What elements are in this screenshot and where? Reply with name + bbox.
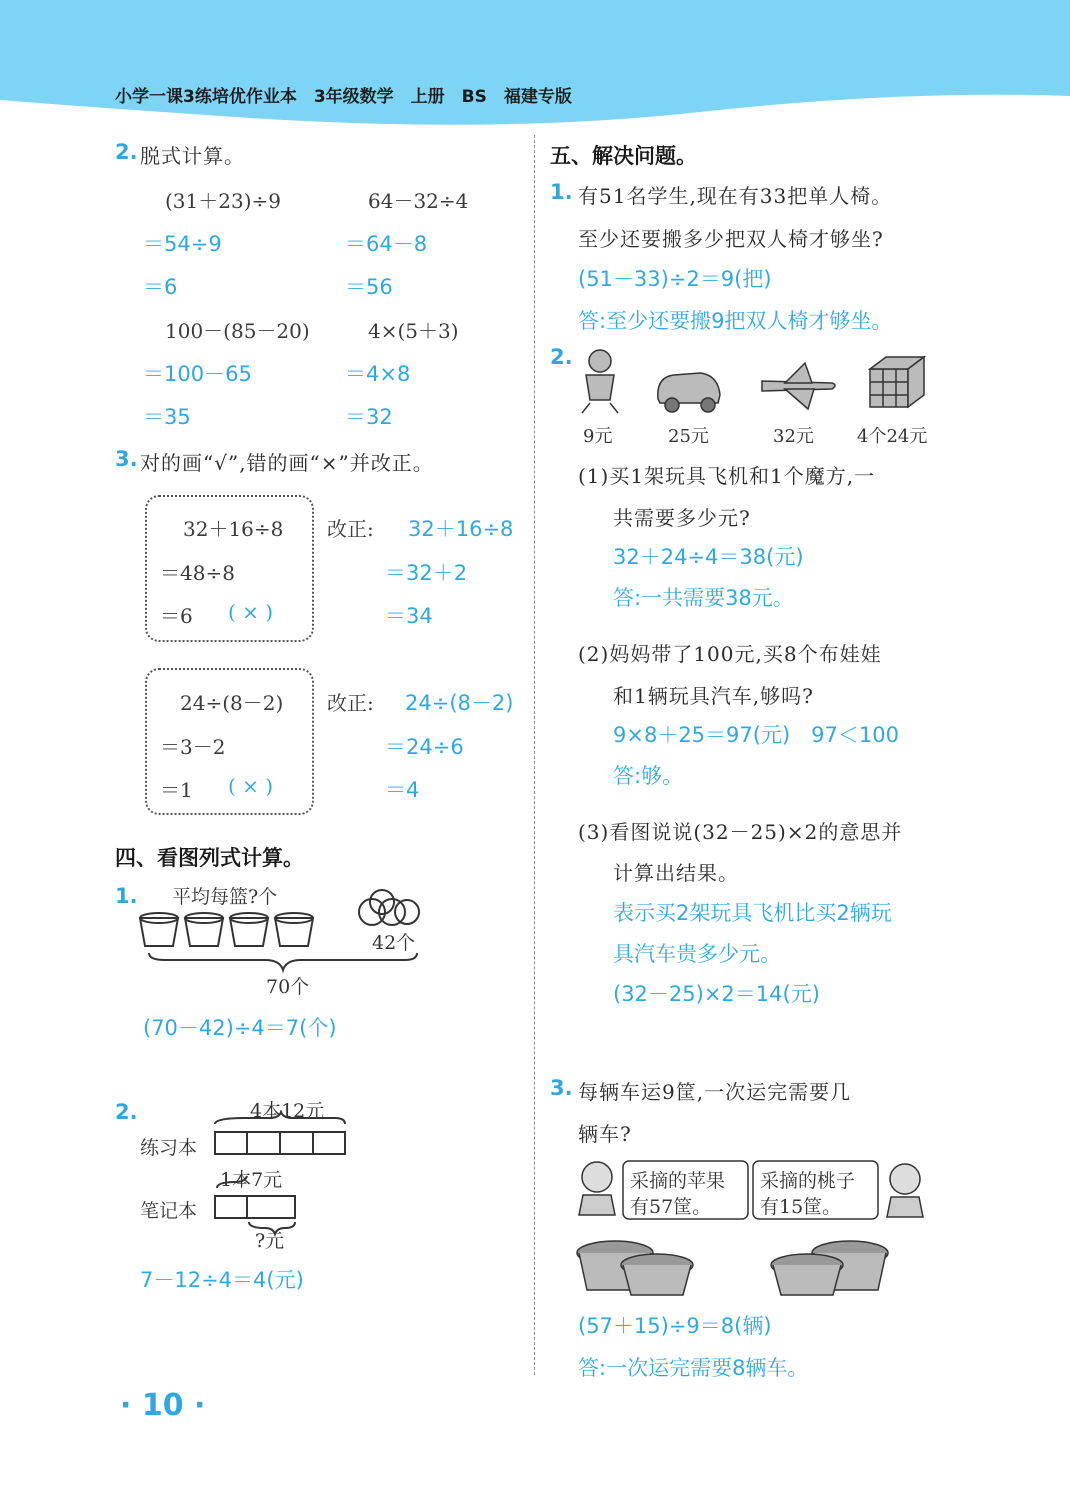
row-label: 笔记本 [140, 1200, 198, 1222]
price-label: 25元 [668, 426, 709, 447]
column-divider [534, 135, 535, 1375]
price-label: 32元 [773, 426, 814, 447]
answer-text: 表示买2架玩具飞机比买2辆玩 [613, 901, 892, 925]
segment-label-mid: 1本7元 [220, 1169, 283, 1191]
answer-text: 具汽车贵多少元。 [613, 942, 781, 966]
question-number: 2. [115, 1100, 138, 1124]
price-label: 4个24元 [857, 426, 928, 447]
question-number: 2. [550, 345, 573, 369]
section-title: 四、看图列式计算。 [115, 846, 304, 870]
question-line: 共需要多少元? [613, 506, 751, 530]
header-band [0, 0, 1070, 140]
answer-step: (70－42)÷4＝7(个) [143, 1016, 337, 1040]
expression: (31＋23)÷9 [165, 189, 281, 213]
segment-diagram [205, 1110, 355, 1250]
answer-text: 答:至少还要搬9把双人椅才够坐。 [578, 309, 893, 333]
answer-text: 答:一次运完需要8辆车。 [578, 1356, 809, 1380]
toys-figure [570, 345, 950, 420]
apple-baskets-icon [577, 1241, 693, 1295]
cube-icon [870, 357, 924, 407]
question-number: 1. [115, 884, 138, 908]
question-mark-label: ?元 [255, 1230, 285, 1252]
price-label: 9元 [583, 426, 613, 447]
answer-step: ＝6 [143, 275, 178, 299]
answer-step: ＝100－65 [143, 362, 252, 386]
answer-text: 答:够。 [613, 764, 684, 788]
box-line: ＝48÷8 [160, 561, 235, 585]
answer-step: (32－25)×2＝14(元) [613, 982, 820, 1006]
question-line: 至少还要搬多少把双人椅才够坐? [578, 227, 884, 251]
question-line: 和1辆玩具汽车,够吗? [613, 684, 814, 708]
fix-step: 32＋16÷8 [408, 517, 514, 541]
expression: 100－(85－20) [165, 319, 310, 343]
speech-bubble-text: 采摘的苹果 [630, 1170, 726, 1192]
fix-label: 改正: [327, 517, 374, 541]
fix-label: 改正: [327, 691, 374, 715]
box-line: ＝1 [160, 778, 193, 802]
peach-baskets-icon [771, 1241, 888, 1295]
mark-cross: ( × ) [228, 774, 274, 798]
doll-icon [582, 350, 618, 413]
question-line: 计算出结果。 [613, 861, 739, 885]
box-line: ＝6 [160, 604, 193, 628]
fix-step: ＝24÷6 [385, 735, 464, 759]
fix-step: ＝32＋2 [385, 561, 468, 585]
question-line: (3)看图说说(32－25)×2的意思并 [578, 820, 903, 844]
boy-icon [887, 1164, 923, 1217]
fix-step: ＝34 [385, 604, 433, 628]
question-line: (1)买1架玩具飞机和1个魔方,一 [578, 464, 876, 488]
question-number: 3. [550, 1076, 573, 1100]
question-line: (2)妈妈带了100元,买8个布娃娃 [578, 642, 882, 666]
car-icon [658, 373, 720, 412]
answer-step: 32＋24÷4＝38(元) [613, 545, 804, 569]
expression: 64－32÷4 [368, 189, 469, 213]
figure-caption: 平均每篮?个 [172, 886, 278, 908]
question-title: 脱式计算。 [140, 144, 245, 168]
total-label: 70个 [266, 976, 310, 998]
fix-step: ＝4 [385, 778, 420, 802]
box-line: ＝3－2 [160, 735, 226, 759]
answer-step: (57＋15)÷9＝8(辆) [578, 1314, 772, 1338]
mark-cross: ( × ) [228, 600, 274, 624]
answer-step: ＝64－8 [345, 232, 428, 256]
fix-step: 24÷(8－2) [405, 691, 514, 715]
question-line: 有51名学生,现在有33把单人椅。 [578, 184, 893, 208]
answer-step: ＝32 [345, 405, 393, 429]
answer-step: 7－12÷4＝4(元) [140, 1268, 304, 1292]
page-number: · 10 · [120, 1388, 206, 1423]
answer-step: ＝54÷9 [143, 232, 222, 256]
harvest-figure [575, 1155, 930, 1300]
speech-bubble-text: 采摘的桃子 [760, 1170, 856, 1192]
question-number: 3. [115, 447, 138, 471]
box-line: 32＋16÷8 [183, 517, 284, 541]
question-title: 对的画“√”,错的画“×”并改正。 [140, 451, 434, 475]
question-line: 辆车? [578, 1122, 632, 1146]
box-line: 24÷(8－2) [180, 691, 284, 715]
section-title: 五、解决问题。 [550, 144, 697, 168]
answer-step: (51－33)÷2＝9(把) [578, 267, 772, 291]
speech-bubble-text: 有57筐。 [630, 1196, 712, 1218]
answer-step: ＝4×8 [345, 362, 411, 386]
answer-step: ＝56 [345, 275, 393, 299]
expression: 4×(5＋3) [368, 319, 459, 343]
question-number: 1. [550, 180, 573, 204]
plane-icon [762, 363, 835, 409]
segment-label-top: 4本12元 [250, 1100, 325, 1122]
question-number: 2. [115, 140, 138, 164]
answer-text: 答:一共需要38元。 [613, 586, 794, 610]
apples-label: 42个 [372, 932, 416, 954]
answer-step: ＝35 [143, 405, 191, 429]
header-title: 小学一课3练培优作业本 3年级数学 上册 BS 福建专版 [115, 87, 572, 107]
girl-icon [579, 1162, 615, 1215]
answer-step: 9×8＋25＝97(元) 97＜100 [613, 723, 899, 747]
question-line: 每辆车运9筐,一次运完需要几 [578, 1080, 852, 1104]
speech-bubble-text: 有15筐。 [760, 1196, 842, 1218]
row-label: 练习本 [140, 1137, 198, 1159]
